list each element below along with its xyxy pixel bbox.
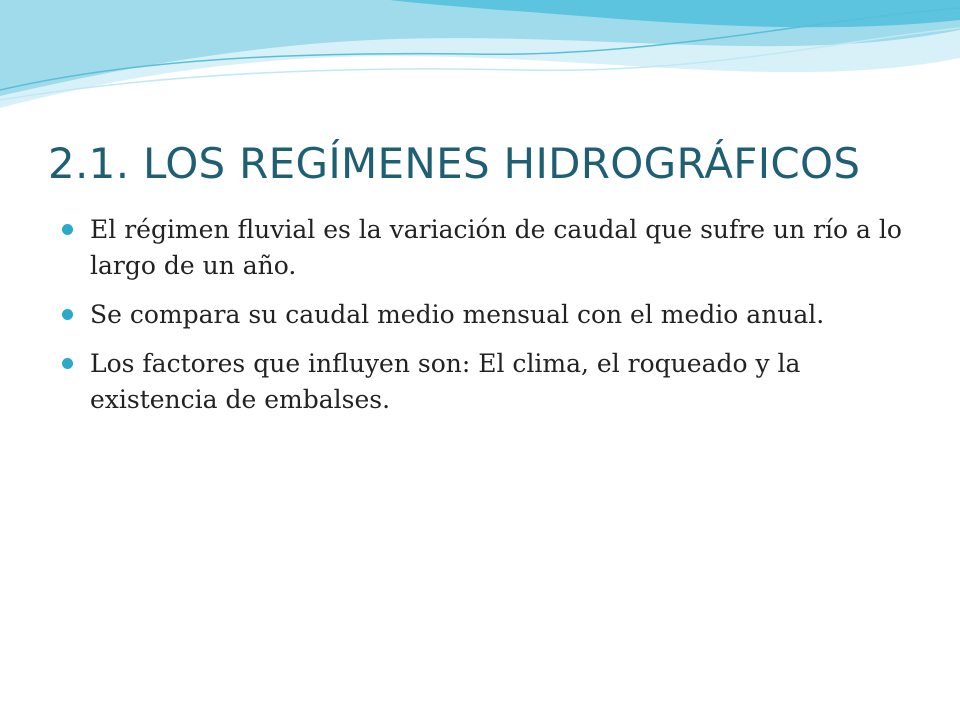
bullet-list [62,212,902,431]
bullet-dot [62,224,73,235]
bullet-item-caudal [62,297,902,333]
bullet-text: El régimen fluvial es la variación de caudal que sufre un río a lo largo de un año. [90,215,902,280]
decorative-wave-header [0,0,960,120]
bullet-text: Los factores que influyen son: El clima, el roqueado y la existencia de embalses. [90,349,801,414]
slide-title: 2.1. LOS REGÍMENES HIDROGRÁFICOS [48,139,861,188]
bullet-item-regimen [62,212,902,284]
bullet-dot [62,358,73,369]
bullet-dot [62,309,73,320]
bullet-text: Se compara su caudal medio mensual con el medio anual. [90,300,825,329]
bullet-item-factores [62,346,902,418]
